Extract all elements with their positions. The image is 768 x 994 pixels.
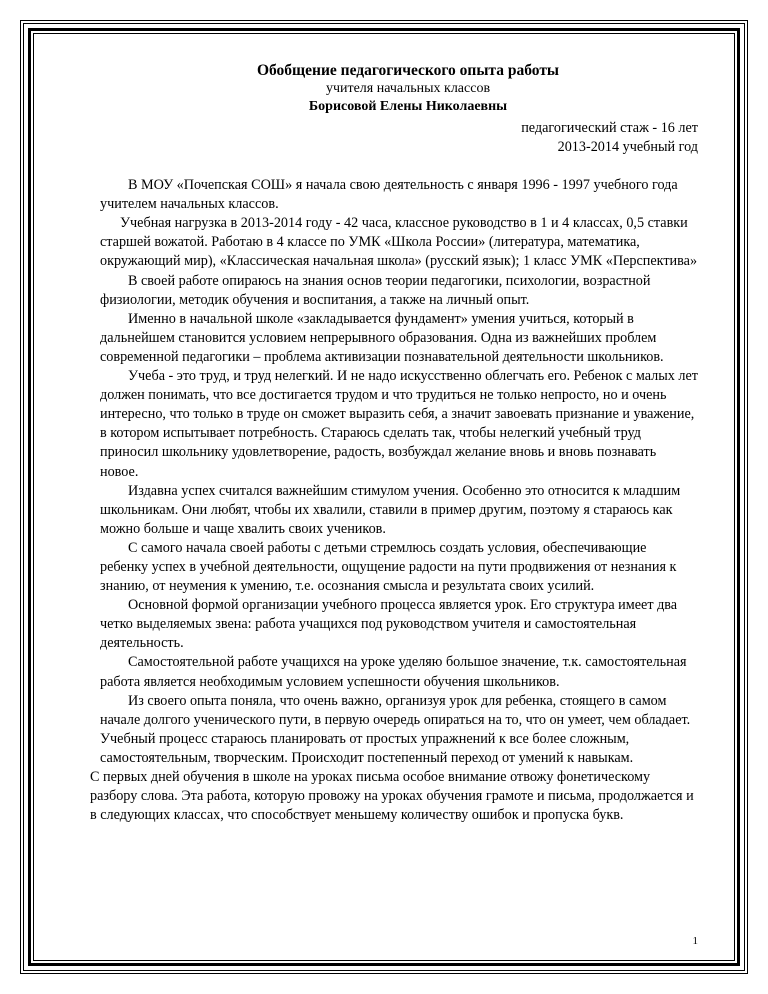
document-subtitle: учителя начальных классов [325,81,491,97]
paragraph: Именно в начальной школе «закладывается фундамент» умения учиться, который в дальнейшем становится условием непрерывного образования. Одна из важнейших проблем современной педагогики – проблема активизации познавательной деятельности школьников. [100,310,664,365]
document-body [90,58,698,825]
paragraph: Учебная нагрузка в 2013-2014 году - 42 часа, классное руководство в 1 и 4 классах, 0,5 ставки старшей вожатой. Работаю в 4 классе по УМК «Школа России» (литература, математика, окружающий мир), «Классическая начальная школа» (русский язык); 1 класс УМК «Перспектива» [100,215,698,270]
paragraph: Самостоятельной работе учащихся на уроке уделяю большое значение, т.к. самостоятельная работа является необходимым условием успешности обучения школьников. [100,654,687,690]
paragraph: Учеба - это труд, и труд нелегкий. И не надо искусственно облегчать его. Ребенок с малых лет должен понимать, что все достигается трудом и что трудиться не только непросто, но и очень интересно, что только в труде он сможет выразить себя, а значит завоевать признание и уважение, в котором испытывает потребность. Стараюсь сделать так, чтобы нелегкий учебный труд приносил школьнику удовлетворение, радость, возбуждал желание вновь и вновь познавать новое. [100,368,698,480]
paragraph: В своей работе опираюсь на знания основ теории педагогики, психологии, возрастной физиологии, методик обучения и воспитания, а также на личный опыт. [100,272,651,308]
author-name: Борисовой Елены Николаевны [308,99,508,115]
paragraph: Издавна успех считался важнейшим стимулом учения. Особенно это относится к младшим школьникам. Они любят, чтобы их хвалили, ставили в пример другим, поэтому я стараюсь как можно больше и чаще хвалить своих учеников. [100,482,681,537]
experience-line: педагогический стаж - 16 лет [521,120,698,137]
paragraph: С первых дней обучения в школе на уроках письма особое внимание отвожу фонетическому разбору слова. Эта работа, которую провожу на уроках обучения грамоте и письма, продолжается и в следующих классах, что способствует меньшему количеству ошибок и пропуска букв. [90,769,694,824]
paragraph: В МОУ «Почепская СОШ» я начала свою деятельность с января 1996 - 1997 учебного года учителем начальных классов. [100,177,678,213]
school-year-line: 2013-2014 учебный год [557,139,698,156]
paragraph: Основной формой организации учебного процесса является урок. Его структура имеет два четко выделяемых звена: работа учащихся под руководством учителя и самостоятельная деятельность. [100,597,678,652]
document-title: Обобщение педагогического опыта работы [256,62,560,79]
paragraph: С самого начала своей работы с детьми стремлюсь создать условия, обеспечивающие ребенку успех в учебной деятельности, ощущение радости на пути продвижения от незнания к знанию, от неумения к умению, т.е. осознания смысла и результата своих усилий. [100,539,677,595]
page-number: 1 [692,935,698,947]
paragraph: Из своего опыта поняла, что очень важно, организуя урок для ребенка, стоящего в самом начале долгого ученического пути, в первую очередь опираться на то, что он умеет, чем обладает. Учебный процесс стараюсь планировать от простых упражнений к все более сложным, самостоятельным, творческим. Происходит постепенный переход от умений к навыкам. [100,692,691,766]
